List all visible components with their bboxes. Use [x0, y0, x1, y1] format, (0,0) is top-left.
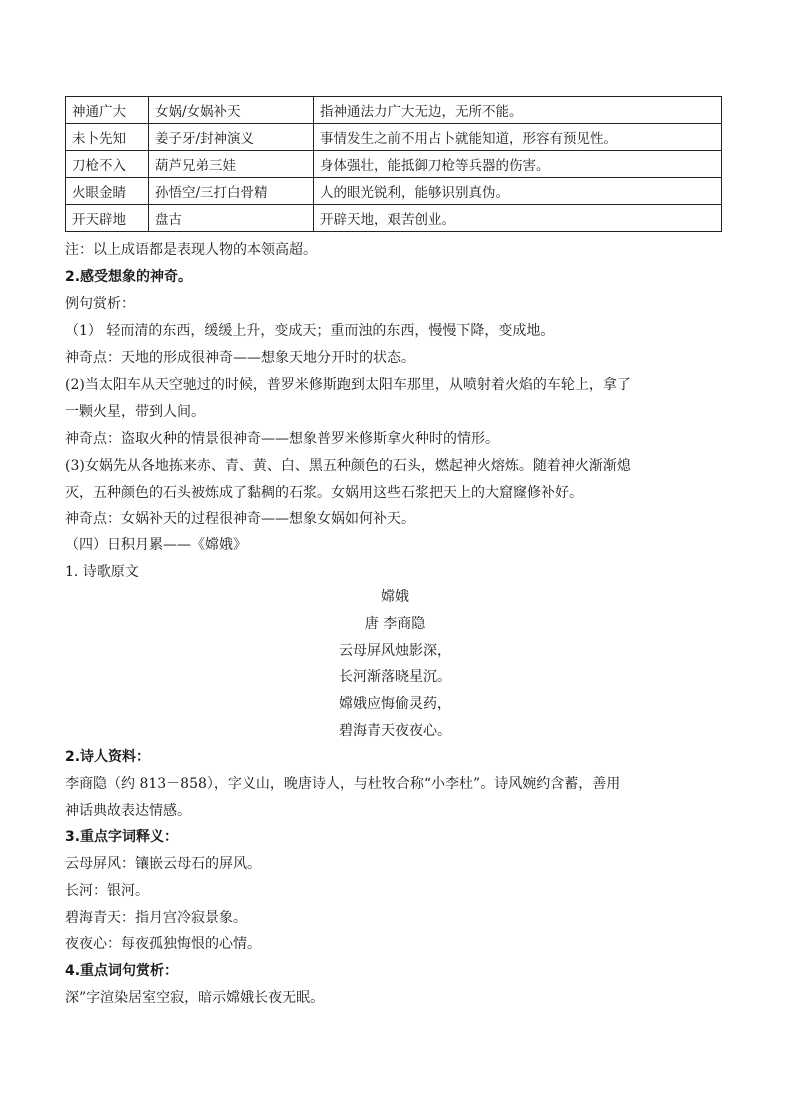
poem-verse: 碧海青天夜夜心。: [339, 723, 451, 739]
paragraph-line: 云母屏风：镶嵌云母石的屏风。: [65, 856, 261, 872]
meaning-cell: 身体强壮，能抵御刀枪等兵器的伤害。: [314, 151, 722, 178]
paragraph-line: 深”字渲染居室空寂，暗示嫦娥长夜无眠。: [65, 990, 325, 1006]
section-heading: 2.感受想象的神奇。: [65, 269, 193, 285]
idiom-cell: 未卜先知: [66, 124, 149, 151]
meaning-cell: 开辟天地，艰苦创业。: [314, 205, 722, 232]
table-note: 注：以上成语都是表现人物的本领高超。: [65, 242, 317, 258]
paragraph-line: 例句赏析：: [65, 296, 135, 312]
table-row: [66, 124, 722, 151]
source-cell: 姜子牙/封神演义: [149, 124, 314, 151]
idiom-cell: 开天辟地: [66, 205, 149, 232]
idiom-cell: 刀枪不入: [66, 151, 149, 178]
paragraph-line: 碧海青天：指月宫冷寂景象。: [65, 910, 247, 926]
paragraph-line: 灭，五种颜色的石头被炼成了黏稠的石浆。女娲用这些石浆把天上的大窟窿修补好。: [65, 485, 583, 501]
idiom-cell: 火眼金睛: [66, 178, 149, 205]
idiom-cell: 神通广大: [66, 97, 149, 124]
meaning-cell: 指神通法力广大无边，无所不能。: [314, 97, 722, 124]
poem-title: 嫦娥: [381, 589, 409, 605]
poem-verse: 云母屏风烛影深，: [339, 643, 451, 659]
paragraph-line: (2)当太阳车从天空驰过的时候，普罗米修斯跑到太阳车那里，从喷射着火焰的车轮上，拿了: [65, 377, 631, 393]
paragraph-line: 神话典故表达情感。: [65, 803, 191, 819]
source-cell: 孙悟空/三打白骨精: [149, 178, 314, 205]
table-row: [66, 178, 722, 205]
paragraph-line: 长河：银河。: [65, 883, 149, 899]
paragraph-line: 神奇点：天地的形成很神奇——想象天地分开时的状态。: [65, 350, 415, 366]
source-cell: 女娲/女娲补天: [149, 97, 314, 124]
table-row: [66, 205, 722, 232]
paragraph-line: 李商隐（约 813－858），字义山，晚唐诗人，与杜牧合称“小李杜”。诗风婉约含蓄，善用: [65, 776, 621, 792]
paragraph-line: （1） 轻而清的东西，缓缓上升，变成天；重而浊的东西，慢慢下降，变成地。: [65, 323, 555, 339]
poem-author: 唐 李商隐: [364, 616, 426, 632]
paragraph-line: 神奇点：女娲补天的过程很神奇——想象女娲如何补天。: [65, 511, 415, 527]
source-cell: 葫芦兄弟三娃: [149, 151, 314, 178]
poem-verse: 嫦娥应悔偷灵药，: [339, 696, 451, 712]
meaning-cell: 事情发生之前不用占卜就能知道，形容有预见性。: [314, 124, 722, 151]
meaning-cell: 人的眼光锐利，能够识别真伪。: [314, 178, 722, 205]
poem-verse: 长河渐落晓星沉。: [339, 669, 451, 685]
idiom-table: [65, 96, 722, 232]
table-row: [66, 151, 722, 178]
source-cell: 盘古: [149, 205, 314, 232]
section-heading: 3.重点字词释义：: [65, 829, 179, 845]
paragraph-line: 1. 诗歌原文: [65, 564, 139, 580]
section-heading: 2.诗人资料：: [65, 749, 151, 765]
paragraph-line: 神奇点：盗取火种的情景很神奇——想象普罗米修斯拿火种时的情形。: [65, 431, 499, 447]
paragraph-line: 一颗火星，带到人间。: [65, 404, 205, 420]
section-heading: 4.重点词句赏析：: [65, 963, 179, 979]
section-heading: （四）日积月累——《嫦娥》: [65, 537, 247, 553]
paragraph-line: (3)女娲先从各地拣来赤、青、黄、白、黑五种颜色的石头，燃起神火熔炼。随着神火渐渐熄: [65, 458, 631, 474]
table-row: [66, 97, 722, 124]
paragraph-line: 夜夜心：每夜孤独悔恨的心情。: [65, 936, 261, 952]
